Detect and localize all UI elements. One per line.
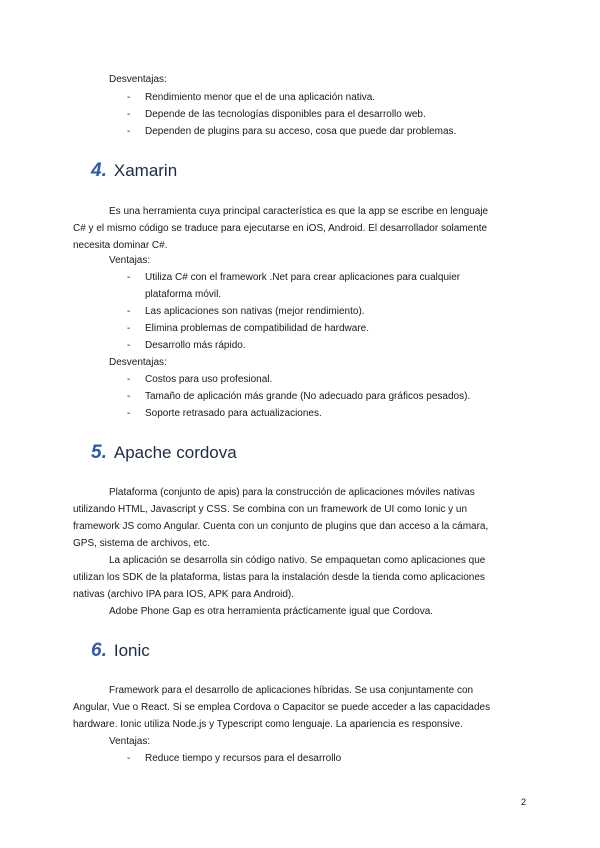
paragraph-line: Framework para el desarrollo de aplicaciones híbridas. Se usa conjuntamente con bbox=[109, 685, 474, 696]
list-item-text: Desarrollo más rápido. bbox=[145, 340, 246, 351]
bullet-dash: - bbox=[127, 126, 131, 137]
paragraph-line: Adobe Phone Gap es otra herramienta prácticamente igual que Cordova. bbox=[109, 606, 434, 617]
list-item-text: Soporte retrasado para actualizaciones. bbox=[145, 408, 322, 419]
paragraph-line: framework JS como Angular. Cuenta con un conjunto de plugins que dan acceso a la cámara, bbox=[73, 521, 489, 532]
list-item-text: Las aplicaciones son nativas (mejor rendimiento). bbox=[145, 306, 365, 317]
bullet-dash: - bbox=[127, 408, 131, 419]
paragraph-line: GPS, sistema de archivos, etc. bbox=[73, 538, 210, 549]
paragraph-line: utilizan los SDK de la plataforma, listas para la instalación desde la tienda como aplicaciones bbox=[73, 572, 485, 583]
page-number: 2 bbox=[521, 797, 527, 807]
section-heading-xamarin bbox=[91, 161, 177, 181]
list-item-text: Depende de las tecnologías disponibles para el desarrollo web. bbox=[145, 109, 426, 120]
paragraph-line: Es una herramienta cuya principal característica es que la app se escribe en lenguaje bbox=[109, 206, 489, 217]
section-heading-ionic bbox=[91, 641, 150, 661]
list-item-text: Rendimiento menor que el de una aplicación nativa. bbox=[145, 92, 376, 103]
paragraph-line: nativas (archivo IPA para IOS, APK para Android). bbox=[73, 589, 295, 600]
bullet-dash: - bbox=[127, 340, 131, 351]
list-item-continuation: plataforma móvil. bbox=[145, 289, 222, 300]
advantages-label: Ventajas: bbox=[109, 736, 151, 747]
list-item-text: Utiliza C# con el framework .Net para crear aplicaciones para cualquier bbox=[145, 272, 461, 283]
section-number: 6. bbox=[91, 640, 107, 661]
section-number: 5. bbox=[91, 442, 107, 463]
disadvantages-label: Desventajas: bbox=[109, 357, 167, 368]
list-item-text: Reduce tiempo y recursos para el desarrollo bbox=[145, 753, 342, 764]
paragraph-line: Angular, Vue o React. Si se emplea Cordova o Capacitor se puede acceder a las capacidades bbox=[73, 702, 491, 713]
bullet-dash: - bbox=[127, 323, 131, 334]
bullet-dash: - bbox=[127, 272, 131, 283]
list-item-text: Dependen de plugins para su acceso, cosa que puede dar problemas. bbox=[145, 126, 457, 137]
paragraph bbox=[73, 554, 533, 602]
paragraph-line: Plataforma (conjunto de apis) para la construcción de aplicaciones móviles nativas bbox=[109, 487, 475, 498]
bullet-dash: - bbox=[127, 753, 131, 764]
section-title: Ionic bbox=[113, 641, 150, 660]
paragraph-line: necesita dominar C#. bbox=[73, 240, 168, 251]
paragraph-line: C# y el mismo código se traduce para ejecutarse en iOS, Android. El desarrollador solamente bbox=[73, 223, 488, 234]
bullet-dash: - bbox=[127, 306, 131, 317]
section-number: 4. bbox=[91, 160, 107, 181]
section-title: Xamarin bbox=[113, 161, 178, 180]
list-item-text: Tamaño de aplicación más grande (No adecuado para gráficos pesados). bbox=[145, 391, 471, 402]
section-title: Apache cordova bbox=[113, 443, 237, 462]
paragraph-line: hardware. Ionic utiliza Node.js y Typescript como lenguaje. La apariencia es responsive. bbox=[73, 719, 464, 730]
list-item-text: Costos para uso profesional. bbox=[145, 374, 273, 385]
paragraph bbox=[73, 486, 533, 551]
advantages-label: Ventajas: bbox=[109, 255, 151, 266]
list-item-text: Elimina problemas de compatibilidad de hardware. bbox=[145, 323, 370, 334]
section-heading-apache-cordova bbox=[91, 443, 237, 463]
bullet-dash: - bbox=[127, 92, 131, 103]
bullet-dash: - bbox=[127, 374, 131, 385]
paragraph bbox=[73, 205, 533, 253]
bullet-dash: - bbox=[127, 391, 131, 402]
paragraph-line: La aplicación se desarrolla sin código nativo. Se empaquetan como aplicaciones que bbox=[109, 555, 486, 566]
paragraph bbox=[73, 605, 533, 619]
paragraph bbox=[73, 684, 533, 732]
bullet-dash: - bbox=[127, 109, 131, 120]
disadvantages-label: Desventajas: bbox=[109, 74, 167, 85]
paragraph-line: utilizando HTML, Javascript y CSS. Se combina con un framework de UI como Ionic y un bbox=[73, 504, 468, 515]
